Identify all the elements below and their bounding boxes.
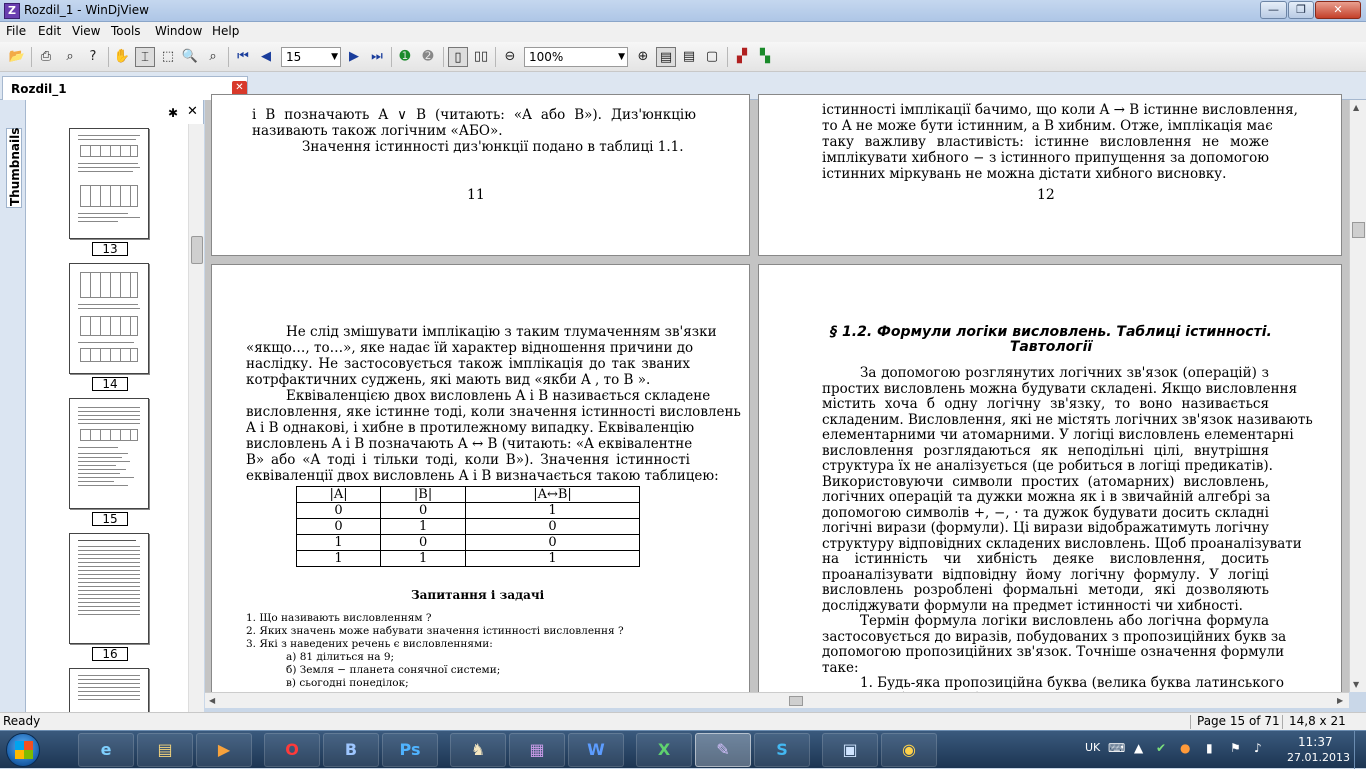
zoom-value: 100% — [529, 50, 564, 64]
back-circle-icon[interactable]: ➋ — [422, 49, 434, 64]
table-cell: 1 — [466, 551, 640, 567]
document-vertical-scrollbar[interactable] — [1349, 100, 1366, 692]
table-header-row — [297, 487, 640, 503]
page-text-line: імплікувати хибного − з істинного припущення за допомогою — [822, 150, 1269, 166]
forward-circle-icon[interactable]: ➊ — [399, 49, 411, 64]
question-subitem: в) сьогодні понеділок; — [286, 677, 409, 689]
page-text-line: таке: — [822, 660, 859, 676]
thumb-text-line — [78, 221, 118, 222]
page-text-line: висловлення розглядаються як неподільні цілі, внутрішня — [822, 443, 1269, 459]
page-text-line: структура їх не аналізується (це робиться в логіці предикатів). — [822, 458, 1273, 474]
status-bar — [0, 712, 1366, 730]
page-number-value: 15 — [286, 50, 302, 64]
toolbar-separator — [31, 47, 32, 67]
windows-taskbar — [0, 730, 1366, 768]
thumb-text-line — [78, 423, 140, 424]
toolbar-separator — [443, 47, 444, 67]
page-text-line: складеним. Висловлення, які не містять логічних зв'язок називають — [822, 412, 1313, 428]
table-cell: 0 — [297, 519, 381, 535]
page-text-line: висловлень A і B позначають A ↔ B (читають: «A еквівалентне — [246, 436, 693, 452]
thumb-text-line — [78, 570, 140, 571]
page-number-select[interactable] — [281, 47, 341, 67]
thumbnail-page-16[interactable] — [69, 533, 149, 644]
thumb-text-line — [78, 167, 140, 168]
clock-time[interactable]: 11:37 — [1298, 735, 1333, 749]
toolbar-separator — [495, 47, 496, 67]
zoom-in-icon[interactable]: ⊕ — [637, 49, 649, 64]
document-viewer[interactable] — [205, 100, 1349, 692]
thumb-text-line — [78, 415, 140, 416]
thumb-table — [80, 316, 138, 336]
menu-edit[interactable]: Edit — [38, 24, 62, 38]
menu-help[interactable]: Help — [212, 24, 240, 38]
taskbar-word-icon[interactable]: W — [568, 733, 624, 767]
thumbnail-page-15[interactable] — [69, 398, 149, 509]
next-page-icon[interactable]: ▶ — [349, 49, 359, 64]
scroll-down-icon[interactable]: ▼ — [1353, 680, 1360, 689]
show-desktop-button[interactable] — [1354, 731, 1366, 769]
table-cell: 1 — [381, 551, 466, 567]
thumb-text-line — [78, 461, 130, 462]
thumb-text-line — [78, 171, 133, 172]
page-text-line: елементарними чи атомарними. У логіці висловлень елементарні — [822, 427, 1294, 443]
sidebar-tab-strip — [0, 100, 26, 712]
chevron-down-icon: ▼ — [331, 52, 338, 62]
question-item: 3. Які з наведених речень є висловленнями: — [246, 638, 493, 650]
thumb-table — [80, 429, 138, 441]
taskbar-explorer-icon[interactable]: ▤ — [137, 733, 193, 767]
maximize-button[interactable]: ❐ — [1288, 1, 1314, 19]
question-item: 2. Яких значень може набувати значення істинності висловлення ? — [246, 625, 624, 637]
thumb-text-line — [78, 695, 140, 696]
start-button[interactable] — [6, 733, 40, 767]
input-language-indicator[interactable]: UK — [1085, 741, 1101, 754]
thumb-text-line — [78, 419, 140, 420]
section-heading: § 1.2. Формули логіки висловлень. Таблиці істинності. — [830, 324, 1272, 340]
thumbnails-tab-label: Thumbnails — [8, 127, 22, 206]
thumbnail-page-13[interactable] — [69, 128, 149, 239]
page-text-line: на істинність чи хибність деяке висловлення, досить — [822, 551, 1269, 567]
thumb-text-line — [78, 683, 140, 684]
layers-icon[interactable]: ▚ — [760, 49, 770, 64]
thumb-text-line — [78, 558, 140, 559]
thumb-text-line — [78, 342, 134, 343]
table-row — [297, 519, 640, 535]
fit-page-icon[interactable]: ▤ — [656, 47, 676, 67]
menu-file[interactable]: File — [6, 24, 27, 38]
thumb-text-line — [78, 586, 140, 587]
tab-close-icon[interactable]: ✕ — [232, 81, 247, 96]
thumb-text-line — [78, 457, 122, 458]
page-text-line: істинності імплікації бачимо, що коли A → B істинне висловлення, — [822, 102, 1298, 118]
taskbar-ie-icon[interactable]: e — [78, 733, 134, 767]
thumbnails-tab[interactable] — [6, 128, 22, 208]
status-text: Ready — [3, 714, 41, 728]
taskbar-photoshop-icon[interactable]: Ps — [382, 733, 438, 767]
thumb-text-line — [78, 578, 140, 579]
keyboard-icon[interactable]: ⌨ — [1108, 741, 1126, 755]
thumb-text-line — [78, 594, 140, 595]
table-cell: 1 — [466, 503, 640, 519]
prev-page-icon[interactable]: ◀ — [261, 49, 271, 64]
thumb-text-line — [78, 407, 140, 408]
menu-view[interactable]: View — [72, 24, 101, 38]
thumbnails-scrollbar[interactable] — [188, 124, 204, 712]
page-text-line: називають також логічним «АБО». — [252, 123, 503, 139]
thumb-text-line — [78, 699, 140, 700]
page-number: 12 — [1037, 187, 1055, 203]
minimize-button[interactable]: — — [1260, 1, 1287, 19]
thumb-text-line — [78, 163, 138, 164]
page-text-line: Еквіваленцією двох висловлень A і B називається складене — [286, 388, 711, 404]
table-header-cell: |B| — [381, 487, 466, 503]
thumb-text-line — [78, 606, 140, 607]
toolbar-separator — [228, 47, 229, 67]
section-heading: Тавтології — [1009, 339, 1093, 355]
page-text-line: досліджувати формули на предмет істинності чи хибності. — [822, 598, 1243, 614]
page-text-line: Не слід змішувати імплікацію з таким тлумаченням зв'язки — [286, 324, 717, 340]
thumb-text-line — [78, 213, 128, 214]
thumb-text-line — [78, 540, 136, 541]
thumb-table — [80, 348, 138, 362]
taskbar-game-icon[interactable]: ♞ — [450, 733, 506, 767]
thumb-text-line — [78, 566, 140, 567]
taskbar-media-player-icon[interactable]: ▶ — [196, 733, 252, 767]
toolbar-separator — [727, 47, 728, 67]
actual-size-icon[interactable]: ▢ — [705, 49, 719, 64]
table-cell: 0 — [381, 503, 466, 519]
page-text-line: і B позначають A ∨ B (читають: «A або B»). Диз'юнкцію — [252, 107, 696, 123]
thumb-text-line — [78, 554, 140, 555]
update-tray-icon[interactable]: ● — [1180, 741, 1191, 755]
document-scroll-thumb[interactable] — [1352, 222, 1365, 238]
menu-tools[interactable]: Tools — [111, 24, 141, 38]
page-text-line: B» або «A тоді і тільки тоді, коли B»). Значення істинності — [246, 452, 690, 468]
taskbar-excel-icon[interactable]: X — [636, 733, 692, 767]
horizontal-scroll-thumb[interactable] — [789, 696, 803, 706]
thumb-text-line — [78, 308, 140, 309]
page-13 — [211, 264, 750, 704]
table-cell: 1 — [297, 551, 381, 567]
first-page-icon[interactable]: ⏮ — [237, 49, 249, 64]
taskbar-picture-viewer-icon[interactable]: ▣ — [822, 733, 878, 767]
page-text-line: Значення істинності диз'юнкції подано в таблиці 1.1. — [302, 139, 684, 155]
rect-select-icon[interactable]: ⬚ — [161, 49, 175, 64]
page-text-line: еквіваленції двох висловлень A і B визначається такою таблицею: — [246, 468, 719, 484]
thumb-text-line — [78, 465, 116, 466]
thumb-text-line — [78, 614, 140, 615]
find-icon[interactable]: ⌕ — [66, 49, 74, 64]
scroll-left-icon[interactable]: ◀ — [209, 696, 216, 705]
open-folder-icon[interactable]: 📂 — [8, 49, 26, 64]
table-cell: 0 — [466, 519, 640, 535]
thumb-text-line — [78, 602, 140, 603]
thumbnail-page-14[interactable] — [69, 263, 149, 374]
print-icon[interactable]: ⎙ — [40, 49, 52, 64]
question-subitem: б) Земля − планета сонячної системи; — [286, 664, 501, 676]
toolbar-separator — [108, 47, 109, 67]
thumb-text-line — [78, 481, 114, 482]
thumb-text-line — [78, 477, 134, 478]
table-cell: 1 — [297, 535, 381, 551]
thumb-text-line — [78, 675, 140, 676]
thumb-text-line — [78, 610, 140, 611]
table-header-cell: |A↔B| — [466, 487, 640, 503]
page-text-line: котрфактичних суджень, які мають вид «якби A , то B ». — [246, 372, 651, 388]
thumb-table — [80, 185, 138, 207]
thumb-text-line — [78, 574, 140, 575]
page-text-line: простих висловлень можна будувати складені. Якщо висловлення — [822, 381, 1298, 397]
thumb-table — [80, 145, 138, 157]
page-text-line: наслідку. Не застосовується також імплікація до так званих — [246, 356, 690, 372]
thumb-text-line — [78, 485, 128, 486]
tray-expand-icon[interactable]: ▲ — [1134, 741, 1144, 755]
page-text-line: За допомогою розглянутих логічних зв'язок (операцій) з — [860, 365, 1269, 381]
table-cell: 1 — [381, 519, 466, 535]
table-cell: 0 — [381, 535, 466, 551]
thumb-text-line — [78, 135, 140, 136]
taskbar-winrar-icon[interactable]: ▦ — [509, 733, 565, 767]
display-mode-icon[interactable]: ▞ — [737, 49, 747, 64]
antivirus-tray-icon[interactable]: ✔ — [1156, 741, 1167, 755]
network-signal-icon[interactable]: ▮ — [1206, 741, 1213, 755]
thumbnails-panel — [26, 100, 204, 712]
page-11 — [211, 94, 750, 256]
page-12 — [758, 94, 1342, 256]
page-text-line: A і B однакові, і хибне в протилежному випадку. Еквіваленцію — [246, 420, 695, 436]
page-text-line: Термін формула логіки висловлень або логічна формула — [860, 613, 1269, 629]
table-cell: 0 — [466, 535, 640, 551]
flag-icon[interactable]: ⚑ — [1230, 741, 1241, 755]
equivalence-truth-table — [296, 486, 640, 567]
page-text-line: структуру відповідних складених висловлень. Щоб проаналізувати — [822, 536, 1302, 552]
thumb-text-line — [78, 469, 126, 470]
select-tool-icon[interactable]: ⌶ — [135, 47, 155, 67]
thumbnail-label-15: 15 — [92, 512, 128, 526]
close-window-button[interactable]: ✕ — [1315, 1, 1361, 19]
page-size-indicator: 14,8 x 21 — [1289, 714, 1346, 728]
single-page-layout-icon[interactable]: ▯ — [448, 47, 468, 67]
zoom-icon[interactable]: 🔍 — [181, 49, 199, 64]
hand-tool-icon[interactable]: ✋ — [113, 49, 131, 64]
thumb-text-line — [78, 304, 138, 305]
thumbnail-label-14: 14 — [92, 377, 128, 391]
table-row — [297, 551, 640, 567]
taskbar-opera-icon[interactable]: O — [264, 733, 320, 767]
questions-title: Запитання і задачі — [411, 588, 545, 602]
taskbar-skype-icon[interactable]: S — [754, 733, 810, 767]
page-text-line: Використовуючи символи простих (атомарних) висловлень, — [822, 474, 1269, 490]
two-page-layout-icon[interactable]: ▯▯ — [473, 49, 489, 64]
chevron-down-icon: ▼ — [618, 52, 625, 62]
page-text-line: 1. Будь-яка пропозиційна буква (велика буква латинського — [860, 675, 1285, 691]
thumb-text-line — [78, 447, 118, 448]
table-cell: 0 — [297, 503, 381, 519]
thumb-table — [80, 272, 138, 298]
help-icon[interactable]: ? — [89, 49, 97, 64]
thumb-text-line — [78, 582, 140, 583]
clock-date[interactable]: 27.01.2013 — [1287, 751, 1350, 764]
page-text-line: допомогою символів +, −, · та дужок будувати досить складні — [822, 505, 1269, 521]
menu-bar — [0, 22, 1366, 42]
status-separator — [1190, 715, 1191, 729]
thumb-text-line — [78, 691, 140, 692]
taskbar-vk-icon[interactable]: B — [323, 733, 379, 767]
toolbar — [0, 42, 1366, 72]
thumb-text-line — [78, 139, 136, 140]
thumb-text-line — [78, 217, 140, 218]
thumb-text-line — [78, 598, 140, 599]
page-number: 11 — [467, 187, 485, 203]
page-text-line: то A не може бути істинним, а B хибним. Отже, імплікація має — [822, 118, 1273, 134]
page-text-line: містить хоча б одну логічну зв'язку, то воно називається — [822, 396, 1269, 412]
question-subitem: а) 81 ділиться на 9; — [286, 651, 395, 663]
zoom-rect-icon[interactable]: ⌕ — [209, 49, 217, 64]
thumbnails-scroll-thumb[interactable] — [191, 236, 203, 264]
page-text-line: проаналізувати відповідну йому логічну формулу. У логіці — [822, 567, 1269, 583]
page-text-line: висловлення, яке істинне тоді, коли значення істинності висловлень — [246, 404, 741, 420]
page-indicator: Page 15 of 71 — [1197, 714, 1280, 728]
menu-window[interactable]: Window — [155, 24, 203, 38]
windows-logo-icon — [15, 741, 33, 759]
table-header-cell: |A| — [297, 487, 381, 503]
taskbar-windjview-icon[interactable]: ✎ — [695, 733, 751, 767]
zoom-out-icon[interactable]: ⊖ — [504, 49, 516, 64]
thumb-text-line — [78, 687, 140, 688]
thumb-text-line — [78, 411, 140, 412]
status-separator — [1282, 715, 1283, 729]
thumb-text-line — [78, 550, 140, 551]
scroll-up-icon[interactable]: ▲ — [1353, 103, 1360, 112]
thumb-text-line — [78, 473, 120, 474]
page-text-line: застосовується до виразів, побудованих з пропозиційних букв за — [822, 629, 1287, 645]
page-text-line: таку важливу властивість: істинне висловлення не може — [822, 134, 1269, 150]
last-page-icon[interactable]: ⏭ — [371, 49, 383, 64]
page-text-line: допомогою пропозиційних зв'язок. Точніше означення формули — [822, 644, 1285, 660]
thumb-text-line — [78, 562, 140, 563]
app-icon: Z — [4, 3, 20, 19]
thumb-text-line — [78, 453, 128, 454]
thumb-text-line — [78, 590, 140, 591]
table-row — [297, 535, 640, 551]
scroll-right-icon[interactable]: ▶ — [1337, 696, 1344, 705]
window-title: Rozdil_1 - WinDjView — [24, 3, 149, 17]
gear-icon[interactable]: ✱ — [168, 106, 179, 120]
title-bar — [0, 0, 1366, 22]
page-14 — [758, 264, 1342, 704]
thumb-text-line — [78, 546, 140, 547]
tab-label: Rozdil_1 — [11, 82, 67, 96]
page-text-line: висловлень розроблені формальні методи, які дозволяють — [822, 582, 1269, 598]
page-text-line: «якщо…, то…», яке надає їй характер відношення причини до — [246, 340, 694, 356]
volume-icon[interactable]: ♪ — [1254, 741, 1262, 755]
page-text-line: логічні вирази (формули). Ці вирази відображатимуть логічну — [822, 520, 1269, 536]
question-item: 1. Що називають висловленням ? — [246, 612, 432, 624]
page-text-line: логічних операцій та дужки можна як і в звичайній алгебрі за — [822, 489, 1271, 505]
thumbnail-label-13: 13 — [92, 242, 128, 256]
page-text-line: істинних міркувань не можна дістати хибного висновку. — [822, 166, 1227, 182]
thumbnail-label-16: 16 — [92, 647, 128, 661]
close-icon[interactable]: ✕ — [187, 104, 198, 119]
table-row — [297, 503, 640, 519]
thumb-text-line — [78, 679, 140, 680]
fit-width-icon[interactable]: ▤ — [682, 49, 696, 64]
document-horizontal-scrollbar[interactable] — [205, 692, 1349, 708]
zoom-select[interactable] — [524, 47, 628, 67]
taskbar-chrome-icon[interactable]: ◉ — [881, 733, 937, 767]
toolbar-separator — [391, 47, 392, 67]
